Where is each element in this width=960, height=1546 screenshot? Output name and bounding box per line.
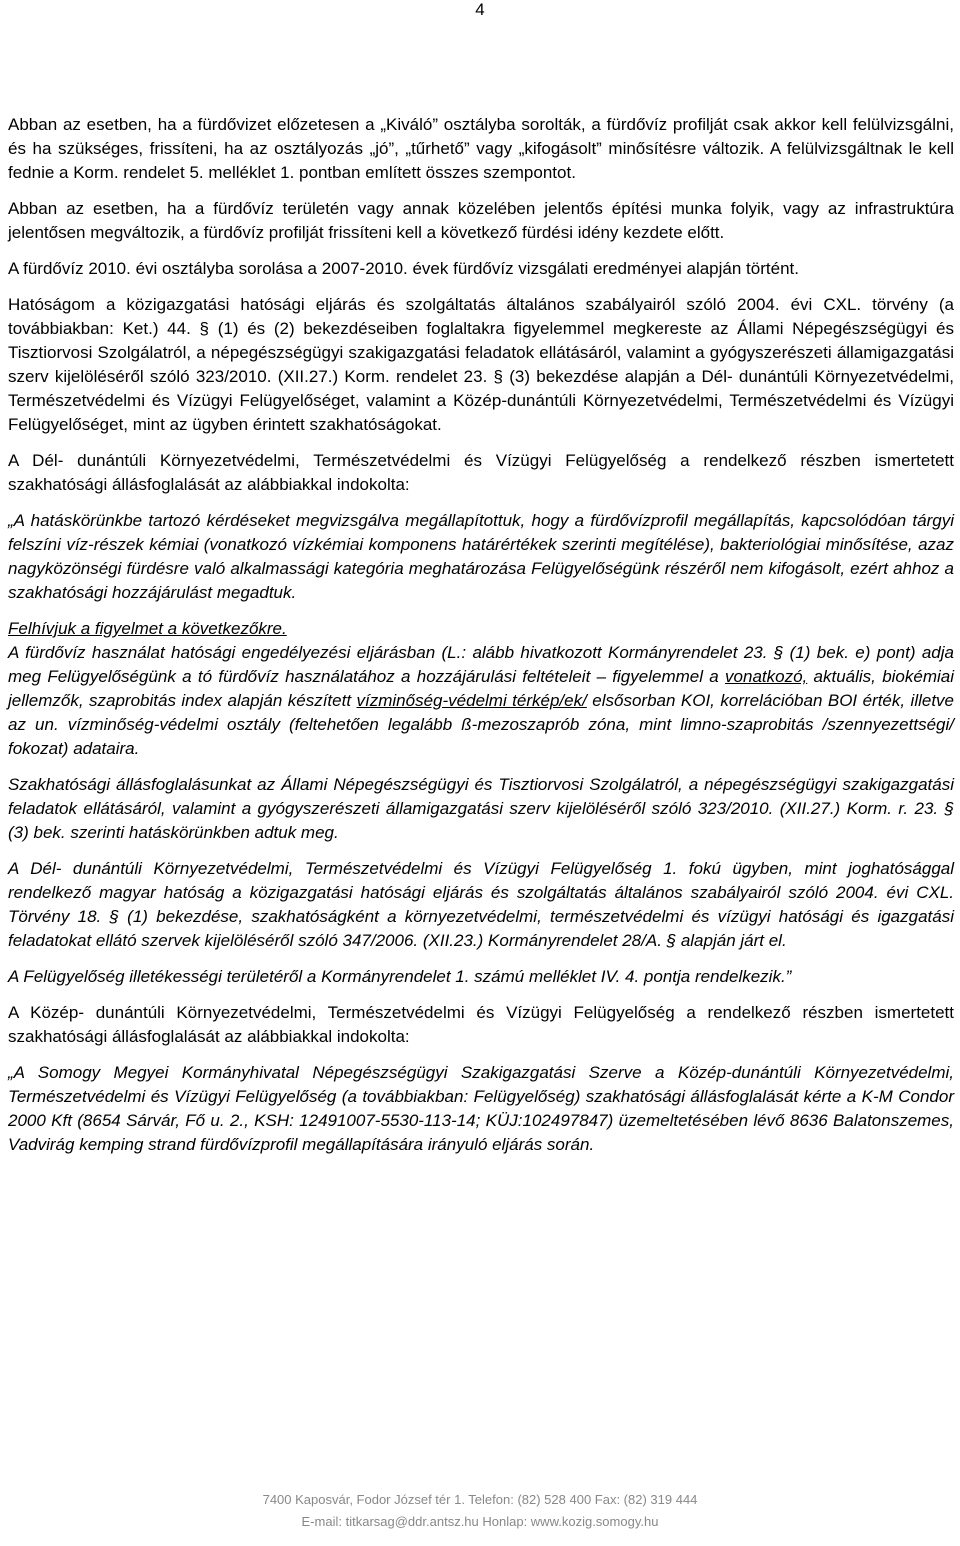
attention-text-a: A fürdővíz használat hatósági engedélyezési eljárásban (L.: alább hivatkozott Kormányrendelet 23. § (1) bek. e) pont) adja meg Felügyelőségünk a tó fürdővíz használatához a hozzájárulási feltételeit – figyelemmel a bbox=[8, 643, 954, 686]
footer-address: 7400 Kaposvár, Fodor József tér 1. Telefon: (82) 528 400 Fax: (82) 319 444 bbox=[262, 1492, 698, 1507]
attention-underline-1: vonatkozó, bbox=[725, 667, 808, 686]
paragraph-dd-reasoning-intro: A Dél- dunántúli Környezetvédelmi, Természetvédelmi és Vízügyi Felügyelőség a rendelkező részben ismertetett szakhatósági állásfoglalását az alábbiakkal indokolta: bbox=[8, 451, 954, 494]
page-number: 4 bbox=[475, 0, 485, 19]
paragraph-classification-basis: A fürdővíz 2010. évi osztályba sorolása a 2007-2010. évek fürdővíz vizsgálati eredményei alapján történt. bbox=[8, 259, 799, 278]
attention-text-b: aktuális, biokémiai jellemzők, szaprobitás index alapján készített bbox=[8, 667, 954, 710]
paragraph-competence: Szakhatósági állásfoglalásunkat az Állami Népegészségügyi és Tisztiorvosi Szolgálatról, a népegészségügyi szakigazgatási feladatok ellátásáról, valamint a gyógyszerészeti államigazgatási szerv kijelöléséről szóló 323/2010. (XII.27.) Korm. r. 23. § (3) bek. szerinti hatáskörünkben adtuk meg. bbox=[8, 775, 954, 842]
paragraph-territory: A Felügyelőség illetékességi területéről a Kormányrendelet 1. számú melléklet IV. 4. pontja rendelkezik.” bbox=[8, 967, 792, 986]
paragraph-authority-request: Hatóságom a közigazgatási hatósági eljárás és szolgáltatás általános szabályairól szóló 2004. évi CXL. törvény (a továbbiakban: Ket.) 44. § (1) és (2) bekezdéseiben foglaltakra figyelemmel megkereste az Állami Népegészségügyi és Tisztiorvosi Szolgálatról, a népegészségügyi szakigazgatási feladatok ellátásáról, valamint a gyógyszerészeti államigazgatási szerv kijelöléséről szóló 323/2010. (XII.27.) Korm. rendelet 23. § (3) bekezdése alapján a Dél- dunántúli Környezetvédelmi, Természetvédelmi és Vízügyi Felügyelőséget, valamint a Közép-dunántúli Környezetvédelmi, Természetvédelmi és Vízügyi Felügyelőséget, mint az ügyben érintett szakhatóságokat. bbox=[8, 295, 954, 434]
paragraph-profile-review: Abban az esetben, ha a fürdővizet előzetesen a „Kiváló” osztályba sorolták, a fürdővíz profilját csak akkor kell felülvizsgálni, és ha szükséges, frissíteni, ha az osztályozás „jó”, „tűrhető” vagy „kifogásolt” minősítésre változik. A felülvizsgáltnak le kell fednie a Korm. rendelet 5. melléklet 1. pontban említett összes szempontot. bbox=[8, 115, 954, 182]
paragraph-construction-update: Abban az esetben, ha a fürdővíz területén vagy annak közelében jelentős építési munka folyik, vagy az infrastruktúra jelentősen megváltozik, a fürdővíz profilját frissíteni kell a következő fürdési idény kezdete előtt. bbox=[8, 199, 954, 242]
paragraph-kd-reasoning-intro: A Közép- dunántúli Környezetvédelmi, Természetvédelmi és Vízügyi Felügyelőség a rendelkező részben ismertetett szakhatósági állásfoglalását az alábbiakkal indokolta: bbox=[8, 1003, 954, 1046]
paragraph-jurisdiction: A Dél- dunántúli Környezetvédelmi, Természetvédelmi és Vízügyi Felügyelőség 1. fokú ügyben, mint joghatósággal rendelkező magyar hatóság a közigazgatási hatósági eljárás és szolgáltatás általános szabályairól szóló 2004. évi CXL. Törvény 18. § (1) bekezdése, szakhatóságként a környezetvédelmi, természetvédelmi és vízügyi hatósági és igazgatási feladatokat ellátó szervek kijelöléséről szóló 347/2006. (XII.23.) Kormányrendelet 28/A. § alapján járt el. bbox=[8, 859, 954, 950]
attention-underline-2: vízminőség-védelmi térkép/ek/ bbox=[356, 691, 587, 710]
paragraph-kd-findings: „A Somogy Megyei Kormányhivatal Népegészségügyi Szakigazgatási Szerve a Közép-dunántúli Környezetvédelmi, Természetvédelmi és Vízügyi Felügyelőség (a továbbiakban: Felügyelőség) szakhatósági állásfoglalását kérte a K-M Condor 2000 Kft (8654 Sárvár, Fő u. 2., KSH: 12491007-5530-113-14; KÜJ:102497847) üzemeltetésében lévő 8636 Balatonszemes, Vadvirág kemping strand fürdővízprofil megállapítására irányuló eljárás során. bbox=[8, 1063, 954, 1154]
document-body bbox=[8, 113, 954, 1169]
attention-heading: Felhívjuk a figyelmet a következőkre. bbox=[8, 619, 287, 638]
paragraph-attention-notice bbox=[8, 617, 954, 761]
paragraph-dd-findings: „A hatáskörünkbe tartozó kérdéseket megvizsgálva megállapítottuk, hogy a fürdővízprofil megállapítás, kapcsolódóan tárgyi felszíni víz-részek kémiai (vonatkozó vízkémiai komponens határértékek szerinti megítélése), bakteriológiai minősítése, azaz nagyközönségi fürdésre való alkalmassági kategória meghatározása Felügyelőségünk részéről nem kifogásolt, ezért ahhoz a szakhatósági hozzájárulást megadtuk. bbox=[8, 511, 954, 602]
attention-text-c: elsősorban KOI, korrelációban BOI érték, illetve az un. vízminőség-védelmi osztály (feltehetően legalább ß-mezoszaprób zóna, mint limno-szaprobitás /szennyezettségi/ fokozat) adataira. bbox=[8, 691, 955, 758]
footer-contact: E-mail: titkarsag@ddr.antsz.hu Honlap: www.kozig.somogy.hu bbox=[301, 1514, 659, 1529]
